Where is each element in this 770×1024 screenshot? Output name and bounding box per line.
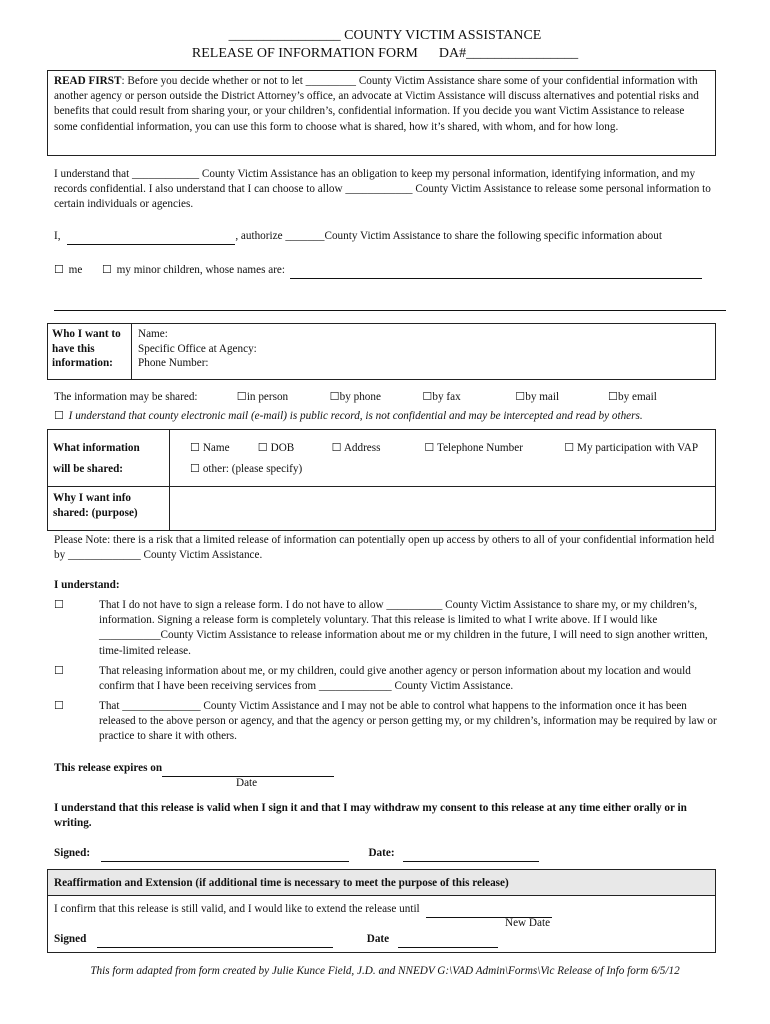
telephone-option[interactable]: ☐ Telephone Number [424, 442, 523, 454]
recipient-phone-field[interactable]: Phone Number: [138, 357, 209, 370]
understand-checkbox-2[interactable]: ☐ [54, 665, 65, 677]
vap-participation-option[interactable]: ☐ My participation with VAP [564, 442, 699, 454]
reaffirmation-signature-field[interactable] [97, 932, 333, 948]
other-option[interactable]: ☐ other: (please specify) [190, 463, 303, 476]
form-title: ________________ COUNTY VICTIM ASSISTANCE [228, 28, 542, 43]
address-option[interactable]: ☐ Address [331, 442, 381, 454]
authorize-line: I, , authorize _______County Victim Assistance to share the following specific information about [54, 229, 724, 245]
form-subtitle: RELEASE OF INFORMATION FORM DA#________________ [191, 46, 579, 61]
purpose-label: Why I want info shared: (purpose) [48, 487, 170, 531]
children-names-field[interactable] [290, 263, 702, 279]
reaffirmation-confirm: I confirm that this release is still valid, and I would like to extend the release until [54, 902, 552, 918]
understand-checkbox-1[interactable]: ☐ [54, 599, 65, 611]
recipient-name-field[interactable]: Name: [138, 328, 168, 340]
please-note: Please Note: there is a risk that a limited release of information can potentially open up access by others to all of your confidential information held by _____________ County Victim Assistance. [54, 534, 715, 562]
reaffirmation-signature-line: Signed Date [54, 932, 498, 948]
reaffirmation-date-field[interactable] [398, 932, 498, 948]
recipient-office-field[interactable]: Specific Office at Agency: [138, 342, 257, 355]
purpose-field[interactable] [170, 487, 716, 531]
recipient-table [47, 323, 716, 380]
understand-heading: I understand: [54, 579, 120, 591]
expires-line: This release expires on [54, 761, 334, 777]
expires-date-caption: Date [236, 777, 258, 789]
by-email-option[interactable]: ☐by email [607, 391, 657, 403]
obligation-paragraph: I understand that ____________ County Victim Assistance has an obligation to keep my personal information, identifying information, and my records confidential. I also understand that I can choose to allow ____________ County Victim Assistance to release some personal information to certain individuals or agencies. [54, 168, 711, 211]
in-person-option[interactable]: ☐in person [236, 391, 289, 403]
da-number-field[interactable]: DA#________________ [438, 46, 579, 61]
read-first-box [47, 70, 716, 156]
valid-statement: I understand that this release is valid when I sign it and that I may withdraw my consent to this release at any time either orally or in writing. [54, 802, 687, 830]
about-options: ☐ me ☐ my minor children, whose names are: [54, 263, 726, 279]
me-checkbox[interactable]: ☐ [54, 264, 64, 276]
by-fax-option[interactable]: ☐by fax [422, 391, 461, 403]
name-option[interactable]: ☐ Name [190, 442, 230, 454]
understand-item-2: That releasing information about me, or my children, could give another agency or person information about my location and would confirm that I have been receiving services from _____________ County Victim Assistance. [99, 665, 691, 693]
signature-date-field[interactable] [403, 846, 539, 862]
by-mail-option[interactable]: ☐by mail [515, 391, 560, 403]
email-notice-checkbox[interactable]: ☐ [54, 410, 64, 422]
read-first-label: READ FIRST [54, 75, 122, 87]
email-notice: ☐ I understand that county electronic mail (e-mail) is public record, is not confidential and may be intercepted and read by others. [54, 410, 643, 422]
new-date-caption: New Date [505, 917, 551, 929]
form-footer: This form adapted from form created by Julie Kunce Field, J.D. and NNEDV G:\VAD Admin\Forms\Vic Release of Info form 6/5/12 [90, 965, 680, 977]
understand-item-3: That ______________ County Victim Assistance and I may not be able to control what happens to the information once it has been released to the above person or agency, and that the agency or person getting my, or my children’s, information may be required by law or practice to share it with others. [99, 700, 717, 743]
dob-option[interactable]: ☐ DOB [257, 442, 295, 454]
expiration-date-field[interactable] [162, 761, 334, 777]
read-first-text: : Before you decide whether or not to let _________ County Victim Assistance share some of your confidential information with another agency or person outside the District Attorney’s office, an advocate at Victim Assistance will discuss alternatives and potential risks and benefits that could result from sharing your, or your children’s, confidential information. If you decide you want Victim Assistance to release some confidential information, you can use this form to choose what is shared, how it’s shared, with whom, and for how long. [54, 75, 699, 133]
children-checkbox[interactable]: ☐ [101, 264, 112, 276]
reaffirmation-box [47, 869, 716, 953]
recipient-label: Who I want to have this information: [48, 324, 132, 380]
understand-checkbox-3[interactable]: ☐ [54, 700, 65, 712]
recipient-fields [132, 324, 716, 380]
signature-field[interactable] [101, 846, 349, 862]
info-options [170, 430, 716, 487]
by-phone-option[interactable]: ☐by phone [329, 391, 381, 403]
signature-line: Signed: Date: [54, 846, 539, 862]
name-field[interactable] [67, 229, 235, 245]
children-names-line2[interactable] [54, 296, 726, 311]
understand-item-1: That I do not have to sign a release form. I do not have to allow __________ County Victim Assistance to share my, or my children’s, information. Signing a release form is completely voluntary. That this release is limited to what I write above. If I would like ___________County Victim Assistance to release information about me or my children in the future, I will need to sign another written, time-limited release. [99, 599, 708, 657]
reaffirmation-heading: Reaffirmation and Extension (if additional time is necessary to meet the purpose of this release) [48, 870, 715, 896]
info-label: What information will be shared: [48, 430, 170, 487]
share-method-row: The information may be shared: ☐in person ☐by phone ☐by fax ☐by mail ☐by email [54, 390, 734, 405]
information-table [47, 429, 716, 531]
